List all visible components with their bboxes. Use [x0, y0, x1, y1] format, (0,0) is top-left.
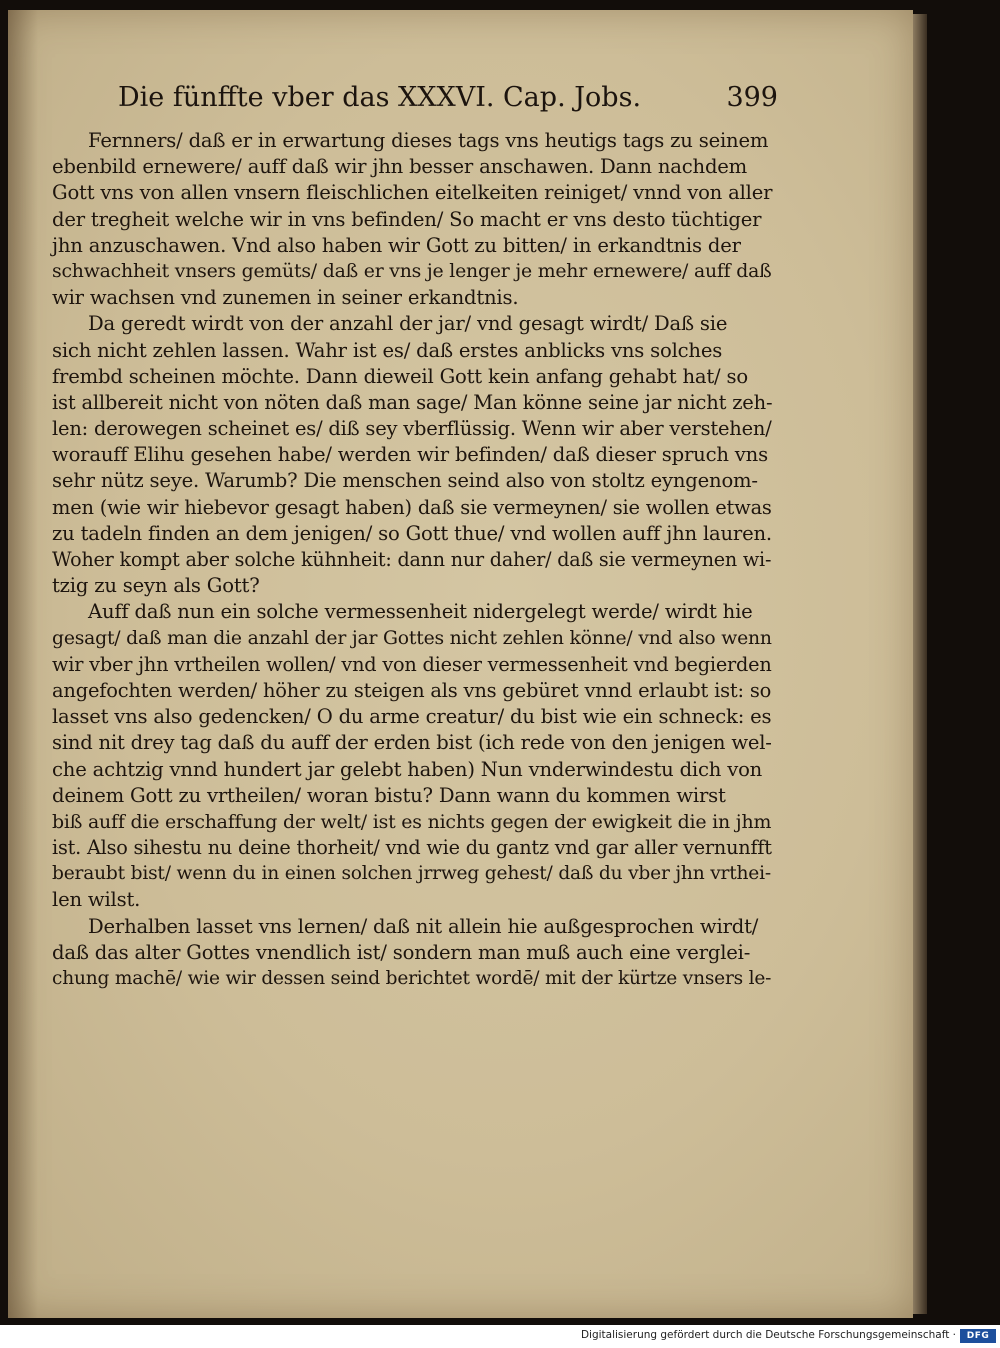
text-line: Fernners/ daß er in erwartung dieses tags vns heutigs tags zu seinem [88, 129, 769, 152]
text-line: jhn anzuschawen. Vnd also haben wir Gott zu bitten/ in erkandtnis der [52, 233, 741, 257]
text-line: wir vber jhn vrtheilen wollen/ vnd von dieser vermessenheit vnd begierden [52, 652, 772, 676]
text-line: ebenbild ernewere/ auff daß wir jhn besser anschawen. Dann nachdem [52, 155, 748, 179]
page-edge [913, 14, 927, 1314]
text-line: tzig zu seyn als Gott? [52, 574, 260, 598]
text-line: Auff daß nun ein solche vermessenheit nidergelegt werde/ wirdt hie [88, 600, 753, 624]
dfg-logo-icon: DFG [960, 1329, 996, 1343]
text-line: sich nicht zehlen lassen. Wahr ist es/ daß erstes anblicks vns solches [52, 338, 723, 362]
running-title: Die fünffte vber das XXXVI. Cap. Jobs. [118, 82, 642, 113]
text-line: Woher kompt aber solche kühnheit: dann nur daher/ daß sie vermeynen wi- [52, 548, 772, 571]
text-line: len: derowegen scheinet es/ diß sey vberflüssig. Wenn wir aber verstehen/ [52, 417, 772, 441]
text-line: lasset vns also gedencken/ O du arme creatur/ du bist wie ein schneck: es [52, 705, 772, 729]
text-line: ist allbereit nicht von nöten daß man sage/ Man könne seine jar nicht zeh- [52, 390, 773, 414]
spine-shadow [8, 10, 38, 1318]
text-line: sind nit drey tag daß du auff der erden bist (ich rede von den jenigen wel- [52, 731, 772, 755]
text-line: gesagt/ daß man die anzahl der jar Gottes nicht zehlen könne/ vnd also wenn [52, 627, 772, 649]
text-line: Da geredt wirdt von der anzahl der jar/ vnd gesagt wirdt/ Daß sie [88, 312, 728, 336]
text-line: wir wachsen vnd zunemen in seiner erkandtnis. [52, 286, 519, 310]
text-line: frembd scheinen möchte. Dann dieweil Gott kein anfang gehabt hat/ so [52, 364, 748, 388]
text-line: Gott vns von allen vnsern fleischlichen eitelkeiten reiniget/ vnnd von aller [52, 181, 773, 205]
text-line: biß auff die erschaffung der welt/ ist es nichts gegen der ewigkeit die in jhm [52, 810, 772, 833]
text-line: deinem Gott zu vrtheilen/ woran bistu? Dann wann du kommen wirst [52, 783, 726, 807]
running-head [118, 82, 778, 122]
text-line: Derhalben lasset vns lernen/ daß nit allein hie außgesprochen wirdt/ [88, 914, 759, 938]
text-line: len wilst. [52, 888, 141, 912]
text-line: men (wie wir hiebevor gesagt haben) daß sie vermeynen/ sie wollen etwas [52, 495, 772, 519]
footer-bar [0, 1325, 1000, 1348]
text-line: der tregheit welche wir in vns befinden/ So macht er vns desto tüchtiger [52, 207, 762, 231]
text-line: sehr nütz seye. Warumb? Die menschen seind also von stoltz eyngenom- [52, 469, 758, 493]
text-line: ist. Also sihestu nu deine thorheit/ vnd wie du gantz vnd gar aller vernunfft [52, 836, 772, 860]
text-line: beraubt bist/ wenn du in einen solchen jrrweg gehest/ daß du vber jhn vrthei- [52, 863, 771, 885]
text-line: schwachheit vnsers gemüts/ daß er vns je lenger je mehr ernewere/ auff daß [52, 260, 772, 282]
text-line: chung machē/ wie wir dessen seind berichtet wordē/ mit der kürtze vnsers le- [52, 968, 772, 989]
folio-number: 399 [726, 82, 778, 113]
text-line: angefochten werden/ höher zu steigen als vns gebüret vnnd erlaubt ist: so [52, 678, 772, 702]
text-line: worauff Elihu gesehen habe/ werden wir befinden/ daß dieser spruch vns [52, 443, 768, 467]
text-line: che achtzig vnnd hundert jar gelebt haben) Nun vnderwindestu dich von [52, 757, 763, 781]
funding-credit: Digitalisierung gefördert durch die Deutsche Forschungsgemeinschaft · [580, 1329, 956, 1341]
body-text [52, 128, 772, 992]
text-line: zu tadeln finden an dem jenigen/ so Gott thue/ vnd wollen auff jhn lauren. [52, 521, 772, 545]
text-line: daß das alter Gottes vnendlich ist/ sondern man muß auch eine verglei- [52, 940, 751, 964]
